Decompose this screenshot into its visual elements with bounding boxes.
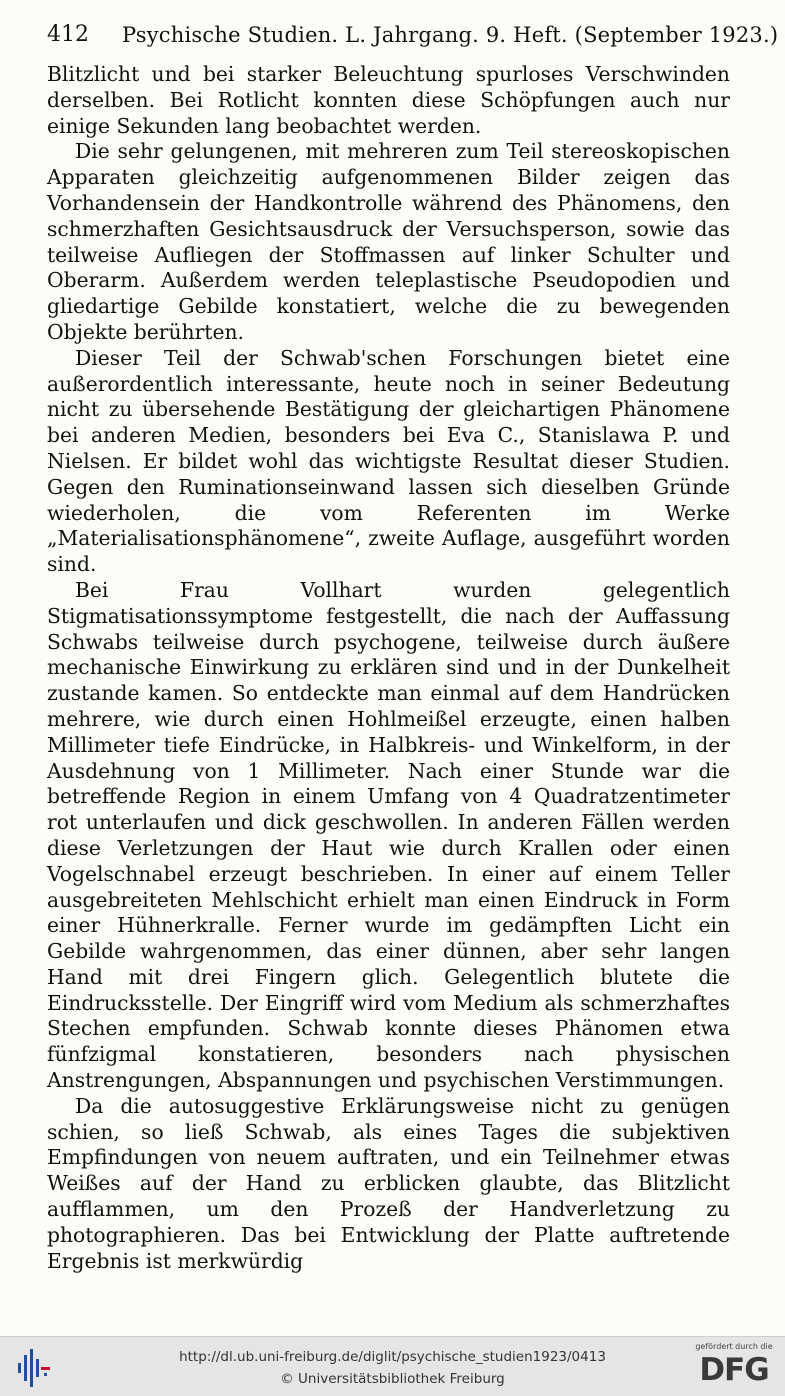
running-title: Psychische Studien. L. Jahrgang. 9. Heft. (September 1923.) bbox=[122, 23, 779, 47]
dfg-badge bbox=[693, 1342, 775, 1392]
page-number: 412 bbox=[47, 22, 89, 47]
paragraph-5: Da die autosuggestive Erklärungsweise nicht zu genügen schien, so ließ Schwab, als eines Tages die subjektiven Empfindungen von neuem auftraten, und ein Teilnehmer etwas Weißes auf der Hand zu erblicken glaubte, das Blitzlicht aufflammen, um den Prozeß der Handverletzung zu photographieren. Das bei Entwicklung der Platte auftretende Ergebnis ist merkwürdig bbox=[47, 1093, 730, 1273]
body-text bbox=[47, 62, 730, 1274]
dfg-caption: gefördert durch die bbox=[695, 1342, 773, 1351]
paragraph-3: Dieser Teil der Schwab'schen Forschungen bietet eine außerordentlich interessante, heute noch in seiner Bedeutung nicht zu übersehende Bestätigung der gleichartigen Phänomene bei anderen Medien, besonders bei Eva C., Stanislawa P. und Nielsen. Er bildet wohl das wichtigste Resultat dieser Studien. Gegen den Ruminationseinwand lassen sich dieselben Gründe wiederholen, die vom Referenten im Werke „Materialisationsphänomene“, zweite Auflage, ausgeführt worden sind. bbox=[47, 345, 730, 577]
paragraph-2: Die sehr gelungenen, mit mehreren zum Teil stereoskopischen Apparaten gleichzeitig aufgenommenen Bilder zeigen das Vorhandensein der Handkontrolle während des Phänomens, den schmerzhaften Gesichtsausdruck der Versuchsperson, sowie das teilweise Aufliegen der Stoffmassen auf linker Schulter und Oberarm. Außerdem werden teleplastische Pseudopodien und gliedartige Gebilde konstatiert, welche die zu bewegenden Objekte berührten. bbox=[47, 139, 730, 344]
copyright-notice: © Universitätsbibliothek Freiburg bbox=[280, 1371, 505, 1387]
paragraph-1: Blitzlicht und bei starker Beleuchtung spurloses Verschwinden derselben. Bei Rotlicht konnten diese Schöpfungen auch nur einige Sekunden lang beobachtet werden. bbox=[47, 62, 730, 138]
source-url-link[interactable]: http://dl.ub.uni-freiburg.de/diglit/psychische_studien1923/0413 bbox=[179, 1349, 606, 1365]
viewer-footer bbox=[0, 1336, 785, 1396]
dfg-logo: DFG bbox=[699, 1352, 769, 1388]
running-header bbox=[47, 20, 779, 50]
paragraph-4: Bei Frau Vollhart wurden gelegentlich Stigmatisationssymptome festgestellt, die nach der Auffassung Schwabs teilweise durch psychogene, teilweise durch äußere mechanische Einwirkung zu erklären sind und in der Dunkelheit zustande kamen. So entdeckte man einmal auf dem Handrücken mehrere, wie durch einen Hohlmeißel erzeugte, einen halben Millimeter tiefe Eindrücke, in Halbkreis- und Winkelform, in der Ausdehnung von 1 Millimeter. Nach einer Stunde war die betreffende Region in einem Umfang von 4 Quadratzentimeter rot unterlaufen und dick geschwollen. In anderen Fällen werden diese Verletzungen der Haut wie durch Krallen oder einen Vogelschnabel erzeugt beschrieben. In einer auf einem Teller ausgebreiteten Mehlschicht erhielt man einen Eindruck in Form einer Hühnerkralle. Ferner wurde im gedämpften Licht ein Gebilde wahrgenommen, das einer dünnen, aber sehr langen Hand mit drei Fingern glich. Gelegentlich blutete die Eindrucksstelle. Der Eingriff wird vom Medium als schmerzhaftes Stechen empfunden. Schwab konnte dieses Phänomen etwa fünfzigmal konstatieren, besonders nach physischen Anstrengungen, Abspannungen und psychischen Verstimmungen. bbox=[47, 577, 730, 1093]
